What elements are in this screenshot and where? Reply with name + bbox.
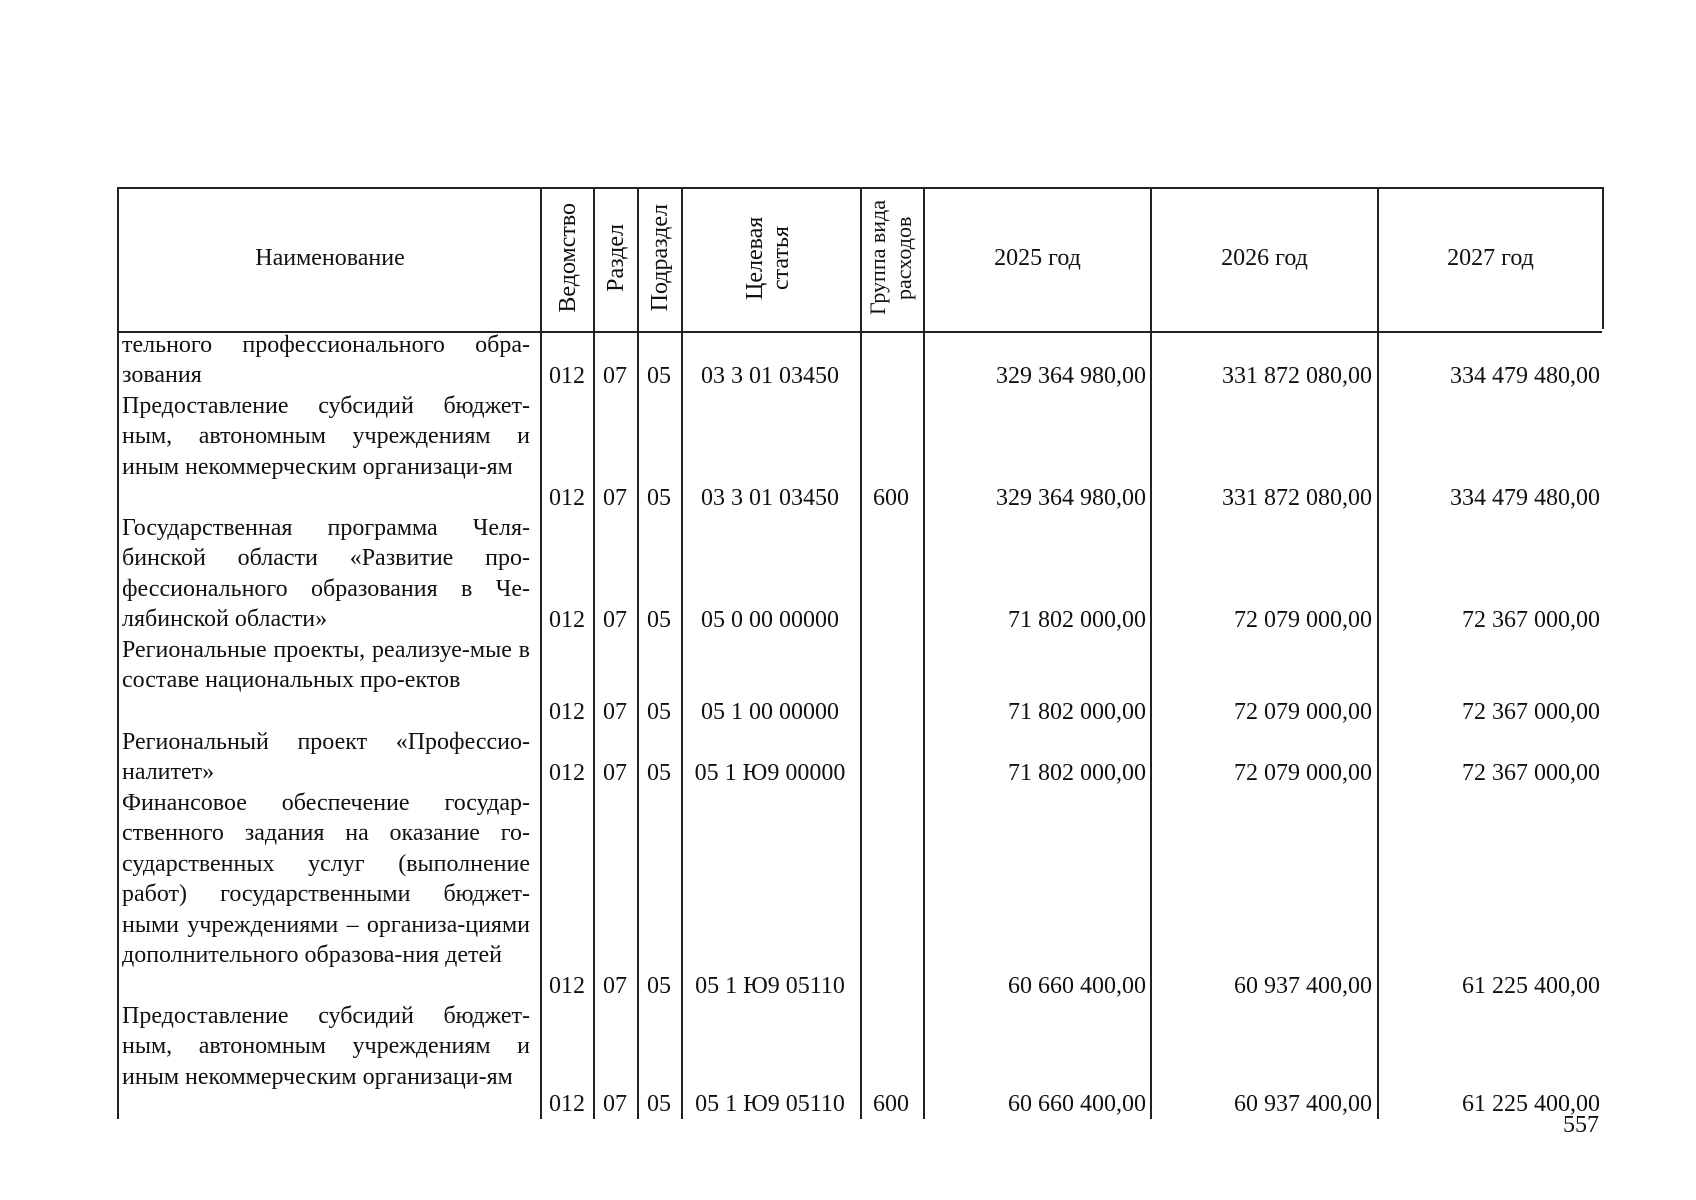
header-celevaya	[683, 187, 860, 329]
row-name: тельного профессионального обра-зования	[122, 332, 530, 389]
row-vedomstvo: 012	[549, 363, 585, 389]
header-name	[120, 187, 540, 329]
row-vedomstvo: 012	[549, 485, 585, 511]
row-name: Финансовое обеспечение государ-ственного задания на оказание го-сударственных услуг (выполнение работ) государственными бюджет-ными учреждениями – организа-циями дополнительного образова-ния детей	[122, 790, 530, 969]
row-2025: 60 660 400,00	[1008, 1091, 1146, 1117]
table-row	[118, 513, 1602, 635]
row-gruppa: 600	[873, 485, 909, 511]
row-name: Региональный проект «Профессио-налитет»	[122, 729, 530, 786]
row-2027: 334 479 480,00	[1450, 485, 1600, 511]
row-celevaya: 05 1 Ю9 05110	[695, 1091, 845, 1117]
row-2026: 72 079 000,00	[1234, 760, 1372, 786]
row-2027: 72 367 000,00	[1462, 760, 1600, 786]
header-2025-label: 2025 год	[994, 244, 1081, 271]
row-razdel: 07	[603, 1091, 627, 1117]
row-2027: 61 225 400,00	[1462, 1091, 1600, 1117]
header-podrazdel	[639, 187, 681, 329]
row-2025: 329 364 980,00	[996, 363, 1146, 389]
row-podrazdel: 05	[647, 699, 671, 725]
row-2026: 60 937 400,00	[1234, 973, 1372, 999]
row-vedomstvo: 012	[549, 699, 585, 725]
table-row	[118, 1001, 1602, 1119]
row-2026: 72 079 000,00	[1234, 699, 1372, 725]
row-2027: 61 225 400,00	[1462, 973, 1600, 999]
row-podrazdel: 05	[647, 760, 671, 786]
header-2027-label: 2027 год	[1447, 244, 1534, 271]
row-vedomstvo: 012	[549, 973, 585, 999]
row-podrazdel: 05	[647, 607, 671, 633]
table-row	[118, 391, 1602, 513]
row-podrazdel: 05	[647, 485, 671, 511]
row-2026: 72 079 000,00	[1234, 607, 1372, 633]
header-celevaya-label: Целевая статья	[741, 216, 794, 300]
header-name-label: Наименование	[255, 244, 405, 271]
row-vedomstvo: 012	[549, 1091, 585, 1117]
header-gruppa	[862, 187, 923, 329]
row-podrazdel: 05	[647, 363, 671, 389]
row-2025: 71 802 000,00	[1008, 699, 1146, 725]
header-2026-label: 2026 год	[1221, 244, 1308, 271]
table-row	[118, 788, 1602, 1001]
row-vedomstvo: 012	[549, 607, 585, 633]
row-razdel: 07	[603, 699, 627, 725]
row-razdel: 07	[603, 363, 627, 389]
table-row	[118, 635, 1602, 727]
table-row	[118, 727, 1602, 788]
row-celevaya: 05 0 00 00000	[701, 607, 839, 633]
table-row	[118, 330, 1602, 391]
row-vedomstvo: 012	[549, 760, 585, 786]
row-2026: 60 937 400,00	[1234, 1091, 1372, 1117]
row-razdel: 07	[603, 607, 627, 633]
header-razdel	[595, 187, 637, 329]
header-2025	[925, 187, 1150, 335]
row-2027: 334 479 480,00	[1450, 363, 1600, 389]
row-celevaya: 03 3 01 03450	[701, 363, 839, 389]
row-name: Региональные проекты, реализуе-мые в составе национальных про-ектов	[122, 637, 530, 694]
row-2025: 71 802 000,00	[1008, 760, 1146, 786]
row-name: Предоставление субсидий бюджет-ным, автономным учреждениям и иным некоммерческим организаци-ям	[122, 393, 530, 480]
row-celevaya: 05 1 Ю9 00000	[694, 760, 846, 786]
row-2025: 60 660 400,00	[1008, 973, 1146, 999]
row-razdel: 07	[603, 973, 627, 999]
header-vedomstvo	[542, 187, 593, 329]
row-celevaya: 05 1 00 00000	[701, 699, 839, 725]
row-podrazdel: 05	[647, 1091, 671, 1117]
row-razdel: 07	[603, 760, 627, 786]
row-2025: 329 364 980,00	[996, 485, 1146, 511]
header-podrazdel-label: Подраздел	[647, 204, 673, 312]
row-2025: 71 802 000,00	[1008, 607, 1146, 633]
row-2026: 331 872 080,00	[1222, 363, 1372, 389]
row-2027: 72 367 000,00	[1462, 699, 1600, 725]
header-razdel-label: Раздел	[603, 224, 629, 292]
header-2027	[1379, 187, 1602, 335]
page-number: 557	[1563, 1112, 1599, 1138]
row-razdel: 07	[603, 485, 627, 511]
header-vedomstvo-label: Ведомство	[554, 203, 581, 313]
row-name: Предоставление субсидий бюджет-ным, автономным учреждениям и иным некоммерческим организаци-ям	[122, 1003, 530, 1090]
row-name: Государственная программа Челя-бинской области «Развитие про-фессионального образования в Че-лябинской области»	[122, 515, 530, 633]
row-celevaya: 05 1 Ю9 05110	[695, 973, 845, 999]
row-2026: 331 872 080,00	[1222, 485, 1372, 511]
row-gruppa: 600	[873, 1091, 909, 1117]
row-celevaya: 03 3 01 03450	[701, 485, 839, 511]
header-2026	[1152, 187, 1377, 335]
header-gruppa-label: Группа вида расходов	[864, 200, 916, 316]
row-2027: 72 367 000,00	[1462, 607, 1600, 633]
row-podrazdel: 05	[647, 973, 671, 999]
column-divider	[1602, 187, 1604, 329]
